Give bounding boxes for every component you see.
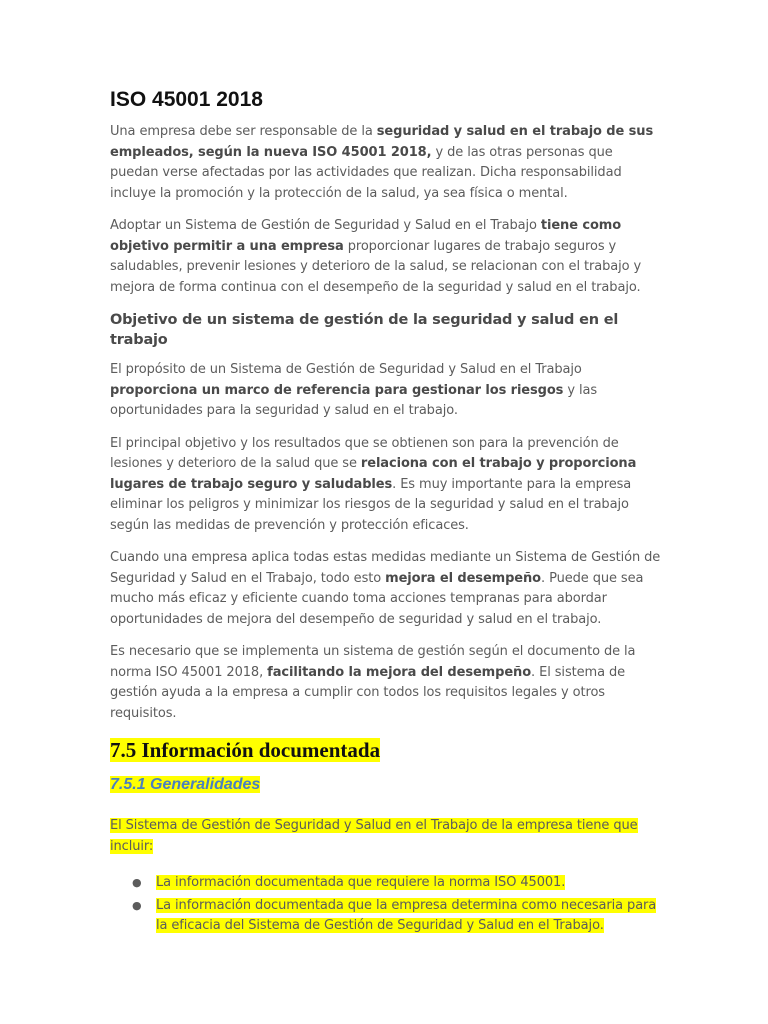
text: y de las otras personas que puedan verse afectadas por las actividades que realizan. Dicha responsabilidad incluye la promoción y la protección de la salud, ya sea física o mental. — [110, 144, 622, 201]
text: proporcionar lugares de trabajo seguros y saludables, prevenir lesiones y deterioro de la salud, se relacionan con el trabajo y mejora de forma continua con el desempeño de la seguridad y salud en el trabajo. — [110, 238, 642, 295]
highlighted-text: La información documentada que la empresa determina como necesaria para la eficacia del Sistema de Gestión de Seguridad y Salud en el Trabajo. — [156, 897, 657, 933]
section-heading — [110, 736, 768, 764]
list-item — [110, 896, 662, 937]
paragraph-responsabilidad — [110, 122, 662, 204]
paragraph-necesario — [110, 642, 662, 724]
paragraph-proposito — [110, 360, 662, 422]
paragraph-principal-objetivo — [110, 434, 662, 537]
text: Adoptar un Sistema de Gestión de Seguridad y Salud en el Trabajo — [110, 218, 541, 233]
bold-text: mejora el desempeño — [385, 570, 542, 586]
highlighted-text: 7.5 Información documentada — [110, 738, 381, 762]
text: y las oportunidades para la seguridad y salud en el trabajo. — [110, 382, 598, 418]
subsection-heading — [110, 774, 768, 796]
bold-text: proporciona un marco de referencia para gestionar los riesgos — [110, 382, 564, 398]
text: Una empresa debe ser responsable de la — [110, 124, 377, 139]
bold-text: seguridad y salud en el trabajo de sus empleados, según la nueva ISO 45001 2018, — [110, 124, 654, 160]
heading-objetivo: Objetivo de un sistema de gestión de la seguridad y salud en el trabajo — [110, 312, 619, 348]
text: El propósito de un Sistema de Gestión de Seguridad y Salud en el Trabajo — [110, 362, 582, 377]
text: . El sistema de gestión ayuda a la empresa a cumplir con todos los requisitos legales y otros requisitos. — [110, 664, 626, 721]
text: . Puede que sea mucho más eficaz y eficiente cuando toma acciones tempranas para abordar oportunidades de mejora del desempeño de seguridad y salud en el trabajo. — [110, 570, 644, 627]
text: Es necesario que se implementa un sistema de gestión según el documento de la norma ISO 45001 2018, — [110, 644, 636, 680]
bold-text: relaciona con el trabajo y proporciona lugares de trabajo seguro y saludables — [110, 456, 637, 492]
highlighted-text: El Sistema de Gestión de Seguridad y Salud en el Trabajo de la empresa tiene que incluir: — [110, 818, 638, 854]
text: . Es muy importante para la empresa eliminar los peligros y minimizar los riesgos de la seguridad y salud en el trabajo según las medidas de prevención y protección eficaces. — [110, 476, 632, 533]
list-item — [110, 873, 662, 894]
document-title: ISO 45001 2018 — [110, 88, 263, 111]
bullet-icon: ● — [132, 876, 142, 889]
highlighted-text: 7.5.1 Generalidades — [110, 776, 261, 793]
bullet-icon: ● — [132, 898, 142, 912]
paragraph-medidas — [110, 548, 662, 630]
paragraph-adoptar — [110, 216, 662, 298]
text: El principal objetivo y los resultados que se obtienen son para la prevención de lesiones y deterioro de la salud que se — [110, 435, 619, 471]
text: Cuando una empresa aplica todas estas medidas mediante un Sistema de Gestión de Seguridad y Salud en el Trabajo, todo esto — [110, 550, 661, 586]
bullet-list — [110, 873, 662, 937]
bold-text: facilitando la mejora del desempeño — [267, 664, 532, 680]
paragraph-incluir — [110, 816, 662, 857]
highlighted-text: La información documentada que requiere la norma ISO 45001. — [156, 875, 566, 890]
bold-text: tiene como objetivo permitir a una empresa — [110, 218, 622, 254]
